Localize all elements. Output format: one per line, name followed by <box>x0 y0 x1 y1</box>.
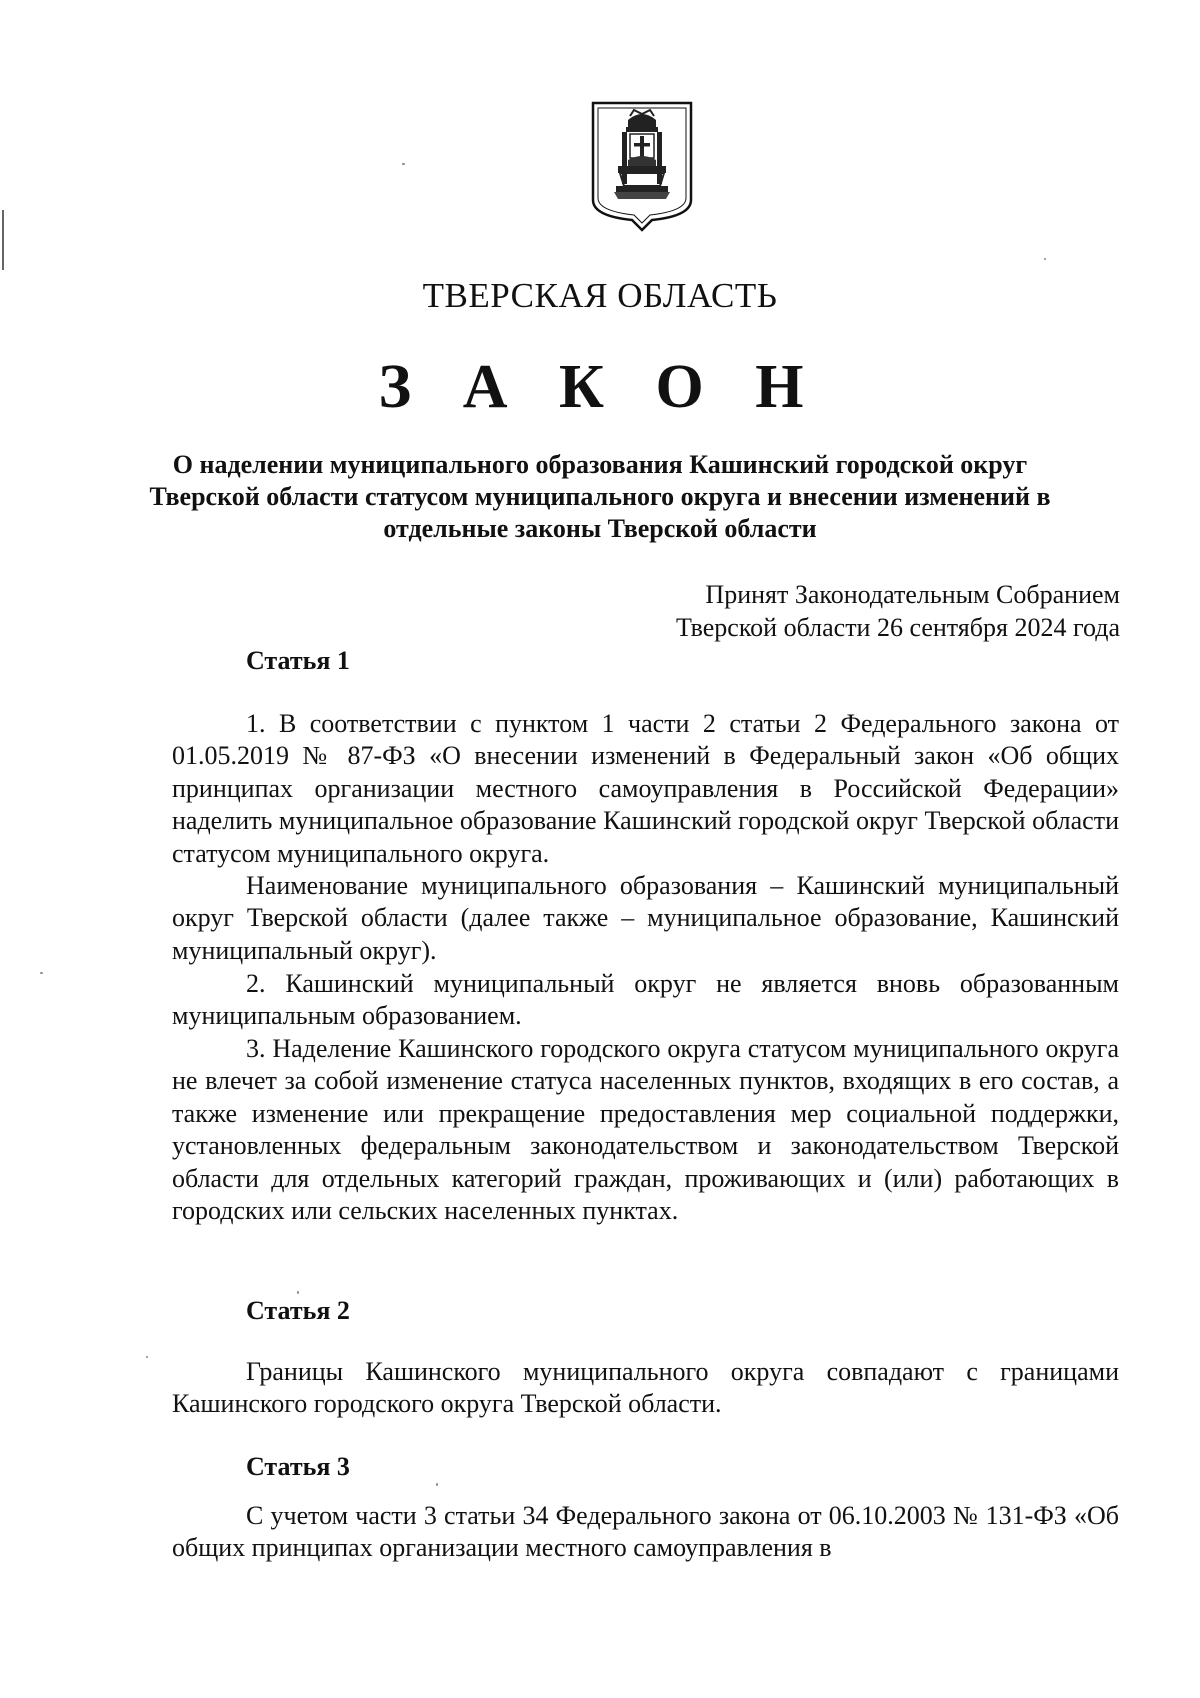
scan-speck <box>40 972 43 974</box>
adoption-note <box>520 578 1120 644</box>
scan-speck <box>146 1356 148 1358</box>
adoption-line-2: Тверской области 26 сентября 2024 года <box>676 613 1120 642</box>
tver-coat-of-arms-icon <box>590 100 694 232</box>
scan-speck <box>402 163 405 165</box>
document-type-title: З А К О Н <box>378 353 822 421</box>
article-3-heading: Статья 3 <box>246 1452 350 1481</box>
article-1-paragraph-1: 1. В соответствии с пунктом 1 части 2 статьи 2 Федерального закона от 01.05.2019 № 87-ФЗ «О внесении изменений в Федеральный закон «Об общих принципах организации местного самоуправления в Российской Федерации» наделить муниципальное образование Кашинский городской округ Тверской области статусом муниципального округа. <box>172 709 1119 868</box>
article-1-paragraph-2: Наименование муниципального образования – Кашинский муниципальный округ Тверской области (далее также – муниципальное образование, Кашинский муниципальный округ). <box>172 871 1119 965</box>
article-1-paragraph-4: 3. Наделение Кашинского городского округа статусом муниципального округа не влечет за собой изменение статуса населенных пунктов, входящих в его состав, а также изменение или прекращение предоставления мер социальной поддержки, установленных федеральным законодательством и законодательством Тверской области для отдельных категорий граждан, проживающих и (или) работающих в городских или сельских населенных пунктах. <box>172 1034 1119 1226</box>
article-1-paragraph-3: 2. Кашинский муниципальный округ не является вновь образованным муниципальным образованием. <box>172 969 1119 1031</box>
scan-speck <box>436 1483 438 1486</box>
article-1-heading: Статья 1 <box>246 646 350 675</box>
scan-edge-mark <box>2 210 4 270</box>
region-name: ТВЕРСКАЯ ОБЛАСТЬ <box>422 276 778 315</box>
article-2-paragraph-1: Границы Кашинского муниципального округа совпадают с границами Кашинского городского округа Тверской области. <box>172 1357 1119 1419</box>
article-3-paragraph-1: С учетом части 3 статьи 34 Федерального закона от 06.10.2003 № 131-ФЗ «Об общих принципах организации местного самоуправления в <box>172 1501 1119 1563</box>
adoption-line-1: Принят Законодательным Собранием <box>705 580 1120 609</box>
scan-speck <box>1044 258 1046 260</box>
law-subject-title: О наделении муниципального образования Кашинский городской округ Тверской области статусом муниципального округа и внесении изменений в отдельные законы Тверской области <box>149 450 1051 543</box>
scan-speck <box>297 1291 299 1294</box>
article-2-heading: Статья 2 <box>246 1296 350 1325</box>
